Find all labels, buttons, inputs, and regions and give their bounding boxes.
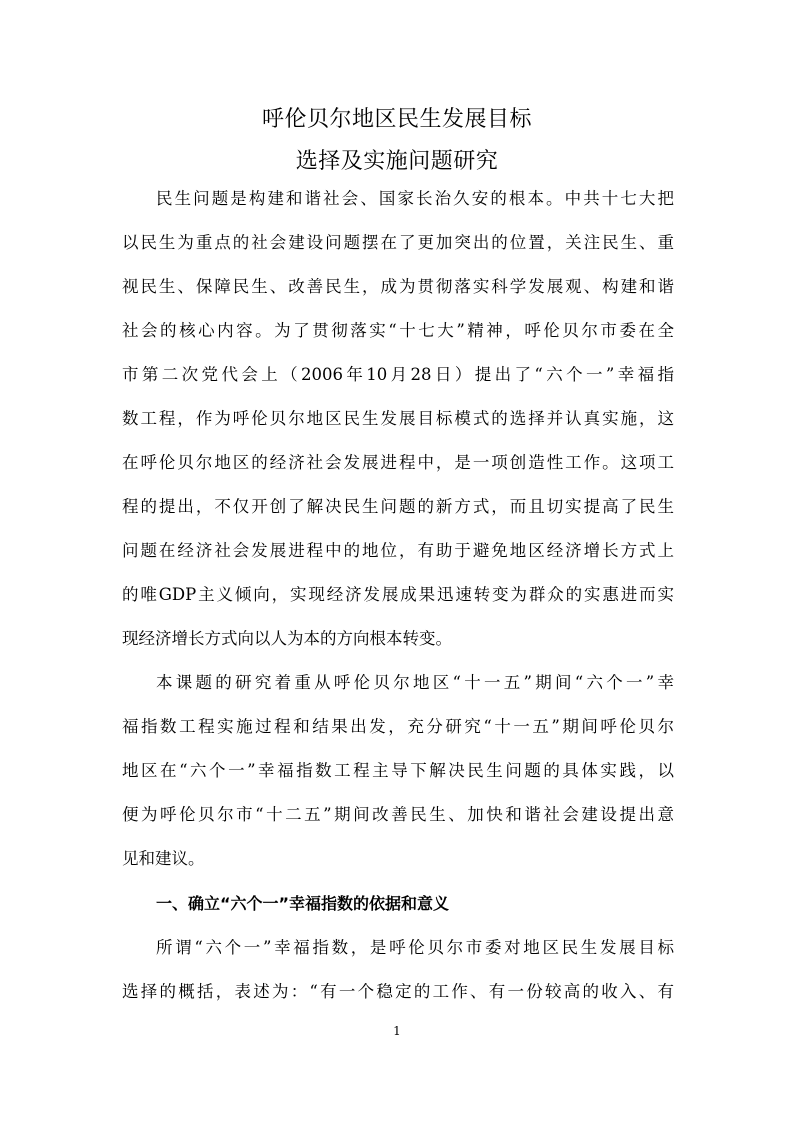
paragraph-line: 以民生为重点的社会建设问题摆在了更加突出的位置，关注民生、重 xyxy=(122,233,674,252)
paragraph-line: 本课题的研究着重从呼伦贝尔地区“十一五”期间“六个一”幸 xyxy=(156,673,674,692)
paragraph-line: 民生问题是构建和谐社会、国家长治久安的根本。中共十七大把 xyxy=(156,189,674,208)
paragraph-line: 所谓“六个一”幸福指数，是呼伦贝尔市委对地区民生发展目标 xyxy=(156,938,674,957)
paragraph-line: 选择的概括，表述为：“有一个稳定的工作、有一份较高的收入、有 xyxy=(122,982,674,1001)
paragraph-line: 福指数工程实施过程和结果出发，充分研究“十一五”期间呼伦贝尔 xyxy=(122,717,674,736)
paragraph-line: 的唯GDP主义倾向，实现经济发展成果迅速转变为群众的实惠进而实 xyxy=(122,585,674,604)
paragraph-line: 现经济增长方式向以人为本的方向根本转变。 xyxy=(122,629,452,648)
paragraph-line: 便为呼伦贝尔市“十二五”期间改善民生、加快和谐社会建设提出意 xyxy=(122,805,674,824)
paragraph-line: 社会的核心内容。为了贯彻落实“十七大”精神，呼伦贝尔市委在全 xyxy=(122,321,674,340)
document-title-line-1: 呼伦贝尔地区民生发展目标 xyxy=(261,107,532,132)
page-number: 1 xyxy=(393,1024,401,1038)
section-heading: 一、确立“六个一”幸福指数的依据和意义 xyxy=(156,894,450,913)
document-title-line-2: 选择及实施问题研究 xyxy=(295,149,499,174)
paragraph-line: 视民生、保障民生、改善民生，成为贯彻落实科学发展观、构建和谐 xyxy=(122,277,674,296)
paragraph-line: 问题在经济社会发展进程中的地位，有助于避免地区经济增长方式上 xyxy=(122,541,674,560)
paragraph-line: 数工程，作为呼伦贝尔地区民生发展目标模式的选择并认真实施，这 xyxy=(122,409,674,428)
paragraph-line: 见和建议。 xyxy=(122,849,205,868)
paragraph-line: 程的提出，不仅开创了解决民生问题的新方式，而且切实提高了民生 xyxy=(122,497,674,516)
paragraph-line: 市第二次党代会上（2006年10月28日）提出了“六个一”幸福指 xyxy=(122,365,674,384)
paragraph-line: 地区在“六个一”幸福指数工程主导下解决民生问题的具体实践，以 xyxy=(122,761,674,780)
paragraph-line: 在呼伦贝尔地区的经济社会发展进程中，是一项创造性工作。这项工 xyxy=(122,453,674,472)
